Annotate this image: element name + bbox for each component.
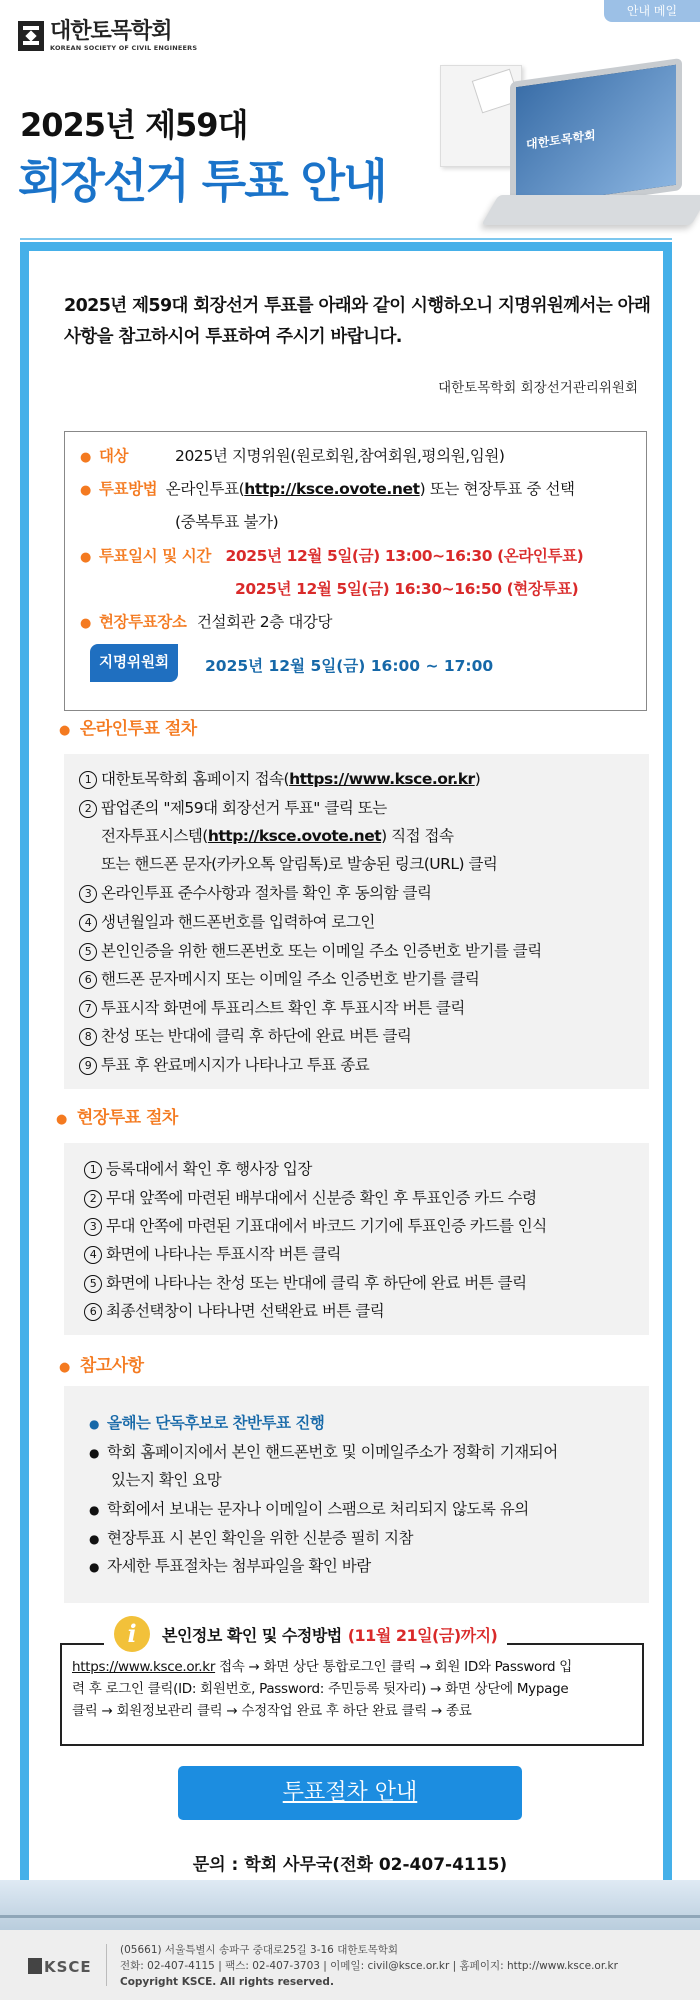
laptop-icon <box>481 195 700 225</box>
bullet-icon: ● <box>80 616 91 631</box>
online-step: 8 찬성 또는 반대에 클릭 후 하단에 완료 버튼 클릭 <box>79 1024 411 1046</box>
notes-section-title: ● 참고사항 <box>59 1356 144 1376</box>
vote-info-box <box>64 431 647 711</box>
bullet-icon: ● <box>80 483 91 498</box>
onsite-step: 2 무대 앞쪽에 마련된 배부대에서 신분증 확인 후 투표인증 카드 수령 <box>84 1186 537 1208</box>
bridge-icon <box>0 1915 700 1918</box>
footer-text: (05661) 서울특별시 송파구 중대로25길 3-16 대한토목학회 전화: 02-407-4115 | 팩스: 02-407-3703 | 이메일: civil@ksce.or.kr | 홈페이지: http://www.ksce.or.kr Copyright KSCE. All rights reserved. <box>120 1944 618 1988</box>
bullet-icon: ● <box>89 1560 99 1574</box>
online-step: 1 대한토목학회 홈페이지 접속(https://www.ksce.or.kr) <box>79 767 480 789</box>
note-item: ● 올해는 단독후보로 찬반투표 진행 <box>89 1414 325 1432</box>
online-step: 전자투표시스템(http://ksce.ovote.net) 직접 접속 <box>101 827 454 845</box>
laptop-screen-text: 대한토목학회 <box>526 128 596 152</box>
mail-type-badge: 안내 메일 <box>604 0 700 22</box>
online-step: 6 핸드폰 문자메시지 또는 이메일 주소 인증번호 받기를 클릭 <box>79 967 479 989</box>
note-item: ● 현장투표 시 본인 확인을 위한 신분증 필히 지참 <box>89 1529 413 1547</box>
ksce-homepage-link[interactable]: https://www.ksce.or.kr <box>72 1659 216 1675</box>
bridge-scenery <box>0 1880 700 1930</box>
online-step: 7 투표시작 화면에 투표리스트 확인 후 투표시작 버튼 클릭 <box>79 996 465 1018</box>
note-item: ● 자세한 투표절차는 첨부파일을 확인 바람 <box>89 1557 371 1575</box>
voting-illustration <box>420 45 700 240</box>
bullet-icon: ● <box>80 550 91 565</box>
ovote-link[interactable]: http://ksce.ovote.net <box>244 480 420 498</box>
verify-info-body: https://www.ksce.or.kr 접속 → 화면 상단 통합로그인 클릭 → 회원 ID와 Password 입 력 후 로그인 클릭(ID: 회원번호, Password: 주민등록 뒷자리) → 화면 상단에 Mypage 클릭 → 회원정보관리 클릭 → 수정작업 완료 후 하단 완료 클릭 → 종료 <box>72 1659 573 1719</box>
online-step: 또는 핸드폰 문자(카카오톡 알림톡)로 발송된 링크(URL) 클릭 <box>101 855 498 873</box>
online-step: 9 투표 후 완료메시지가 나타나고 투표 종료 <box>79 1053 369 1075</box>
verify-info-header: i 본인정보 확인 및 수정방법 (11월 21일(금)까지) <box>104 1614 507 1654</box>
online-step: 3 온라인투표 준수사항과 절차를 확인 후 동의함 클릭 <box>79 881 432 903</box>
committee-name: 대한토목학회 회장선거관리위원회 <box>438 380 638 396</box>
note-item: ● 학회에서 보내는 문자나 이메일이 스팸으로 처리되지 않도록 유의 <box>89 1500 529 1518</box>
bullet-icon: ● <box>56 1112 67 1127</box>
ovote-link[interactable]: http://ksce.ovote.net <box>207 827 382 845</box>
page-title: 회장선거 투표 안내 <box>18 154 386 208</box>
online-steps-box <box>64 754 649 1089</box>
info-icon: i <box>114 1616 150 1652</box>
bullet-icon: ● <box>89 1532 99 1546</box>
info-method: ● 투표방법 온라인투표(http://ksce.ovote.net) 또는 현장투표 중 선택 <box>80 480 575 498</box>
header-divider <box>20 238 672 240</box>
ksce-logo[interactable] <box>18 20 197 52</box>
online-section-title: ● 온라인투표 절차 <box>59 719 197 739</box>
nomination-committee-date: 2025년 12월 5일(금) 16:00 ~ 17:00 <box>205 657 494 675</box>
bullet-icon: ● <box>89 1417 99 1431</box>
verify-deadline: (11월 21일(금)까지) <box>347 1625 498 1645</box>
header-year-line: 2025년 제59대 <box>20 106 248 144</box>
footer-divider <box>106 1944 107 1986</box>
bullet-icon: ● <box>89 1503 99 1517</box>
info-place: ● 현장투표장소 건설회관 2층 대강당 <box>80 613 333 631</box>
info-date: ● 투표일시 및 시간 2025년 12월 5일(금) 13:00~16:30 (온라인투표) <box>80 547 584 565</box>
bullet-icon: ● <box>59 1360 70 1375</box>
online-step: 5 본인인증을 위한 핸드폰번호 또는 이메일 주소 인증번호 받기를 클릭 <box>79 939 542 961</box>
bullet-icon: ● <box>89 1446 99 1460</box>
onsite-step: 6 최종선택창이 나타나면 선택완료 버튼 클릭 <box>84 1299 384 1321</box>
onsite-step: 1 등록대에서 확인 후 행사장 입장 <box>84 1157 312 1179</box>
ksce-homepage-link[interactable]: https://www.ksce.or.kr <box>289 770 475 788</box>
footer-logo[interactable]: KSCE <box>28 1958 92 1976</box>
onsite-step: 4 화면에 나타나는 투표시작 버튼 클릭 <box>84 1242 341 1264</box>
laptop-screen <box>510 58 682 214</box>
logo-english-name: KOREAN SOCIETY OF CIVIL ENGINEERS <box>50 44 198 52</box>
note-item: 있는지 확인 요망 <box>111 1471 222 1489</box>
intro-text: 2025년 제59대 회장선거 투표를 아래와 같이 시행하오니 지명위원께서는 아래 사항을 참고하시어 투표하여 주시기 바랍니다. <box>64 296 651 347</box>
info-method-note: (중복투표 불가) <box>175 513 279 531</box>
online-step: 2 팝업존의 "제59대 회장선거 투표" 클릭 또는 <box>79 796 387 818</box>
info-date-onsite: 2025년 12월 5일(금) 16:30~16:50 (현장투표) <box>235 580 579 598</box>
onsite-step: 5 화면에 나타나는 찬성 또는 반대에 클릭 후 하단에 완료 버튼 클릭 <box>84 1271 527 1293</box>
onsite-step: 3 무대 안쪽에 마련된 기표대에서 바코드 기기에 투표인증 카드를 인식 <box>84 1214 547 1236</box>
bullet-icon: ● <box>80 450 91 465</box>
ksce-logo-icon <box>28 1958 42 1974</box>
onsite-steps-box <box>64 1143 649 1335</box>
bullet-icon: ● <box>59 723 70 738</box>
info-target: ● 대상 2025년 지명위원(원로회원,참여회원,평의원,임원) <box>80 447 505 465</box>
note-item: ● 학회 홈페이지에서 본인 핸드폰번호 및 이메일주소가 정확히 기재되어 <box>89 1443 558 1461</box>
notes-box <box>64 1386 649 1603</box>
ksce-logo-icon <box>18 21 44 51</box>
contact-info: 문의 : 학회 사무국(전화 02-407-4115) <box>192 1855 508 1875</box>
onsite-section-title: ● 현장투표 절차 <box>56 1108 178 1128</box>
nomination-committee-badge: 지명위원회 <box>90 644 178 682</box>
online-step: 4 생년월일과 핸드폰번호를 입력하여 로그인 <box>79 910 375 932</box>
logo-korean-name: 대한토목학회 <box>50 19 172 44</box>
vote-procedure-button[interactable]: 투표절차 안내 <box>178 1766 522 1820</box>
